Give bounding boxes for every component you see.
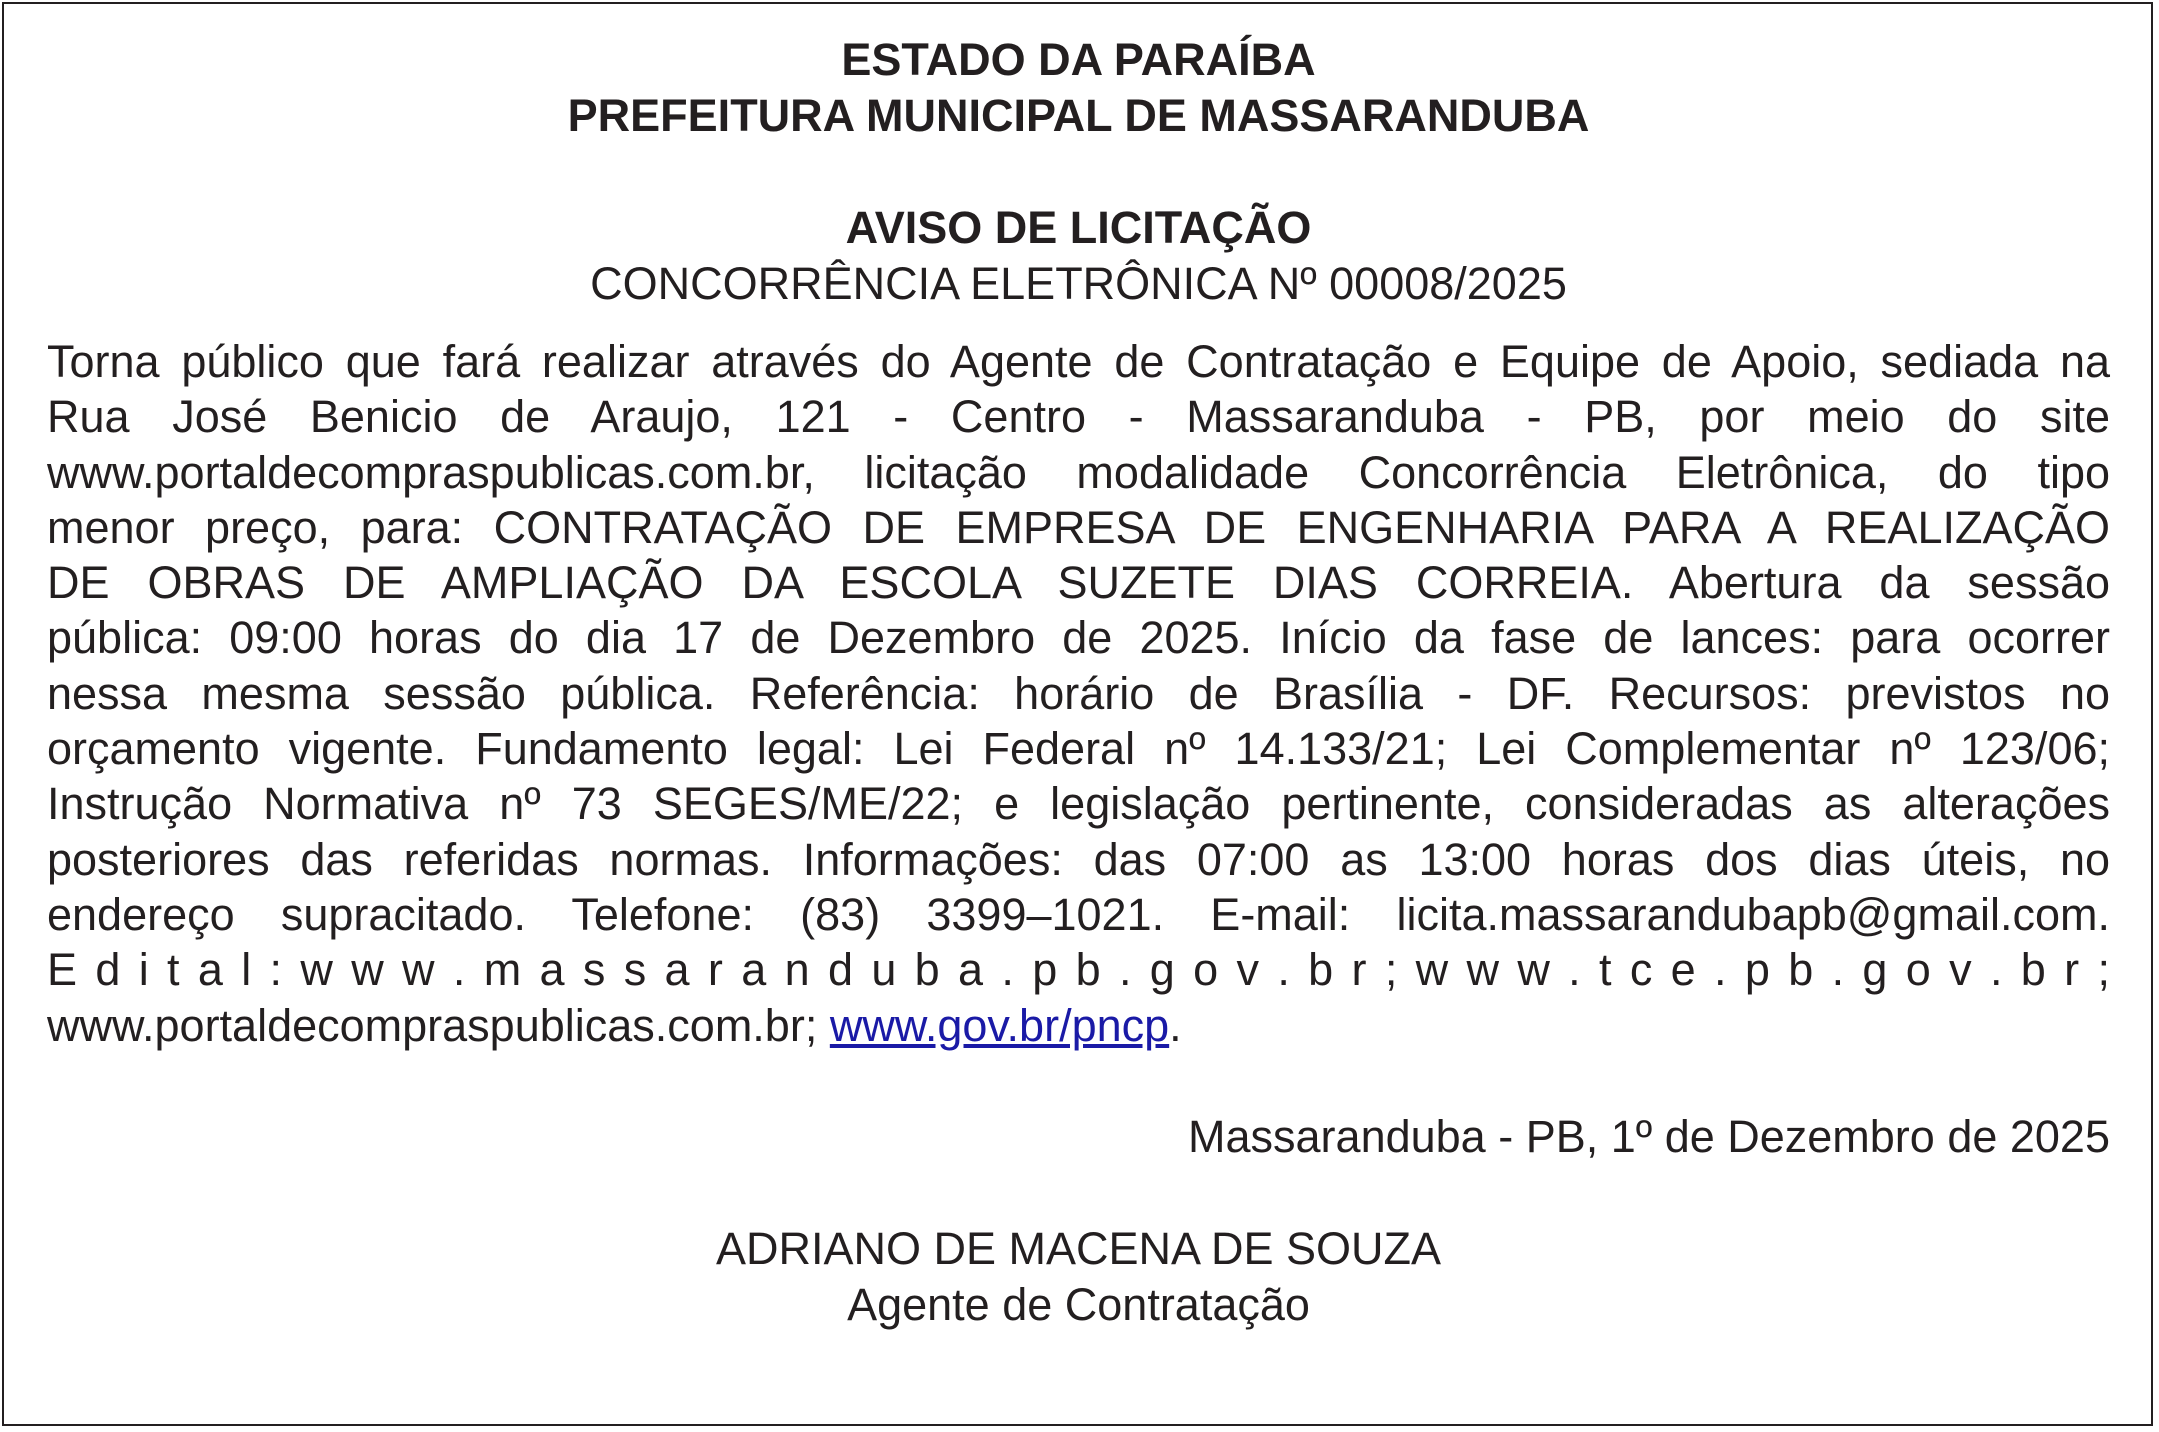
- body-line: posteriores das referidas normas. Informações: das 07:00 as 13:00 horas dos dias úteis, no: [47, 833, 2110, 885]
- state-heading: ESTADO DA PARAÍBA: [841, 34, 1316, 85]
- notice-body: [47, 334, 2110, 1053]
- place-date: Massaranduba - PB, 1º de Dezembro de 2025: [1188, 1110, 2110, 1162]
- body-last-line: [47, 998, 2110, 1053]
- body-line: menor preço, para: CONTRATAÇÃO DE EMPRESA DE ENGENHARIA PARA A REALIZAÇÃO: [47, 501, 2110, 553]
- notice-subtitle: CONCORRÊNCIA ELETRÔNICA Nº 00008/2025: [590, 258, 1567, 309]
- signature-block: [47, 1221, 2110, 1333]
- pncp-link[interactable]: www.gov.br/pncp: [829, 999, 1170, 1051]
- signer-role: Agente de Contratação: [847, 1278, 1310, 1330]
- body-line: DE OBRAS DE AMPLIAÇÃO DA ESCOLA SUZETE DIAS CORREIA. Abertura da sessão: [47, 557, 2110, 609]
- signer-name: ADRIANO DE MACENA DE SOUZA: [715, 1222, 1442, 1274]
- last-line-period: .: [1169, 999, 1182, 1051]
- body-line: Rua José Benicio de Araujo, 121 - Centro - Massaranduba - PB, por meio do site: [47, 391, 2110, 443]
- edital-line: E d i t a l : w w w . m a s s a r a n d u b a . p b . g o v . b r ; w w w . t c e . p b . g o v . b r ;: [47, 944, 2110, 996]
- body-line: orçamento vigente. Fundamento legal: Lei Federal nº 14.133/21; Lei Complementar nº 123/06;: [47, 723, 2110, 775]
- spacer: [47, 144, 2110, 200]
- body-line: endereço supracitado. Telefone: (83) 3399–1021. E-mail: licita.massarandubapb@gmail.com.: [47, 888, 2110, 940]
- notice-title: AVISO DE LICITAÇÃO: [845, 202, 1312, 253]
- body-line: Torna público que fará realizar através do Agente de Contratação e Equipe de Apoio, sediada na: [47, 336, 2110, 387]
- body-line: pública: 09:00 horas do dia 17 de Dezembro de 2025. Início da fase de lances: para ocorrer: [47, 612, 2110, 664]
- notice-content: [47, 32, 2110, 1333]
- portal-text: www.portaldecompraspublicas.com.br;: [47, 999, 830, 1051]
- body-line: www.portaldecompraspublicas.com.br, licitação modalidade Concorrência Eletrônica, do tipo: [47, 446, 2110, 498]
- body-line: Instrução Normativa nº 73 SEGES/ME/22; e legislação pertinente, consideradas as alterações: [47, 778, 2110, 830]
- body-line: nessa mesma sessão pública. Referência: horário de Brasília - DF. Recursos: previstos no: [47, 667, 2110, 719]
- municipality-heading: PREFEITURA MUNICIPAL DE MASSARANDUBA: [567, 90, 1590, 141]
